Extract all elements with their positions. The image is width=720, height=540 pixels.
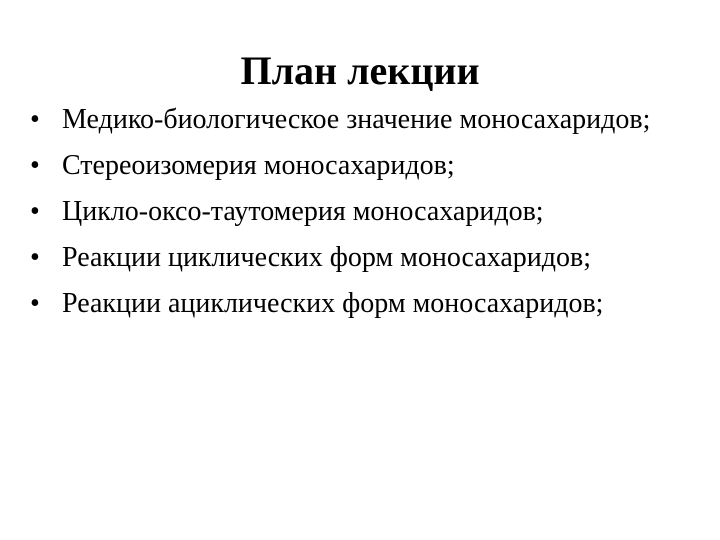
bullet-item bbox=[30, 103, 710, 137]
bullet-dot-icon: • bbox=[30, 104, 40, 135]
bullet-text: Реакции циклических форм моносахаридов; bbox=[62, 242, 592, 273]
bullet-item bbox=[30, 287, 710, 321]
bullet-item bbox=[30, 149, 710, 183]
bullet-dot-icon: • bbox=[30, 196, 40, 227]
bullet-text: Стереоизомерия моносахаридов; bbox=[62, 150, 455, 181]
slide-title: План лекции bbox=[240, 48, 480, 93]
bullet-item bbox=[30, 241, 710, 275]
bullet-text: Цикло-оксо-таутомерия моносахаридов; bbox=[62, 196, 544, 227]
bullet-dot-icon: • bbox=[30, 150, 40, 181]
bullet-text: Реакции ациклических форм моносахаридов; bbox=[62, 288, 604, 319]
bullet-text: Медико-биологическое значение моносахаридов; bbox=[62, 104, 651, 135]
bullet-dot-icon: • bbox=[30, 242, 40, 273]
bullet-list bbox=[30, 103, 710, 333]
bullet-dot-icon: • bbox=[30, 288, 40, 319]
bullet-item bbox=[30, 195, 710, 229]
